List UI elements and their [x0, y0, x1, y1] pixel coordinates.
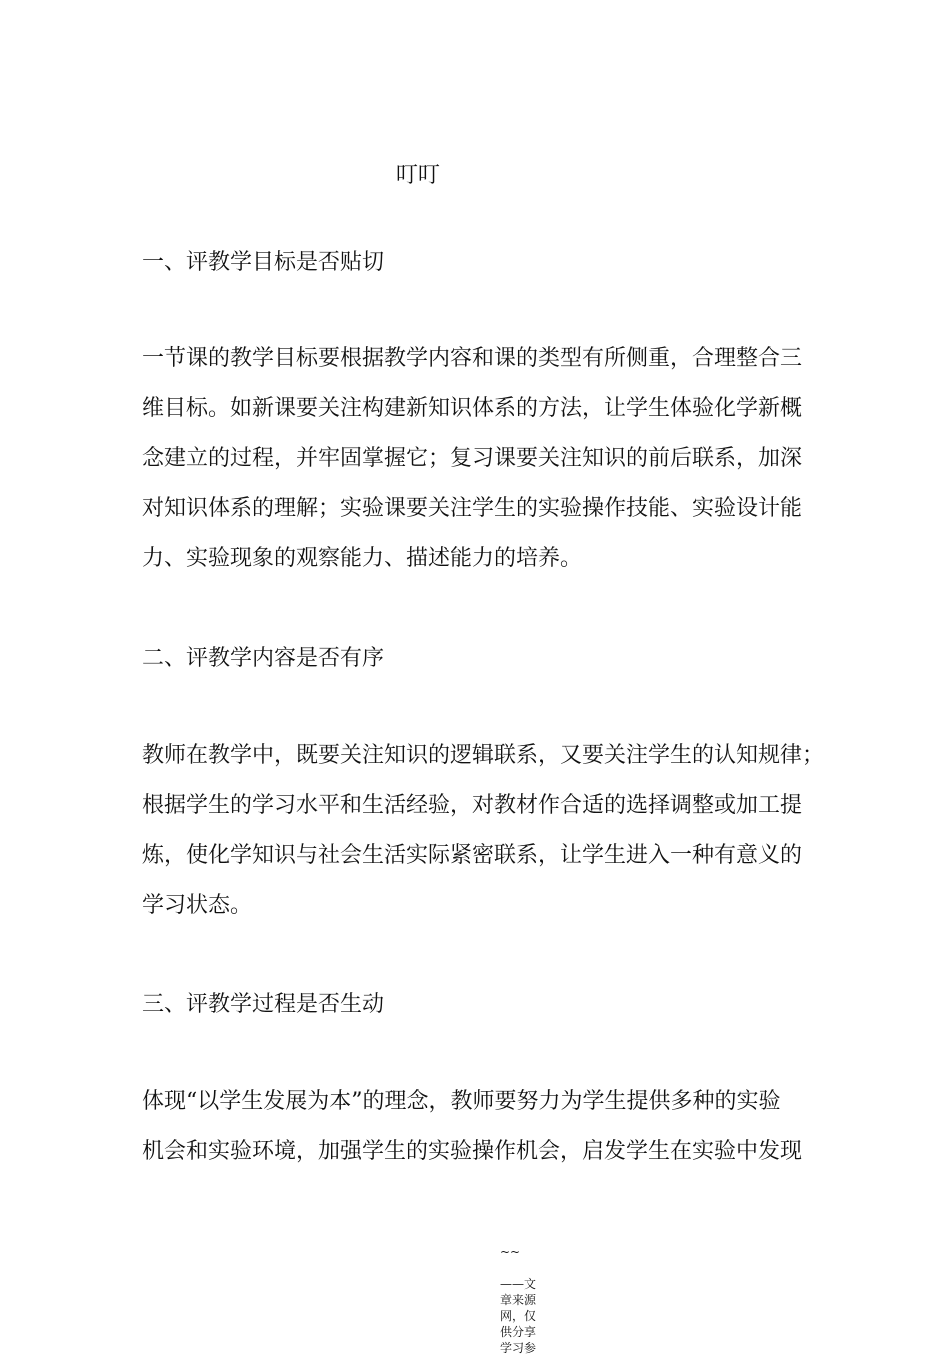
paragraph-line: 学习状态。 [142, 893, 253, 918]
section-3-heading: 三、评教学过程是否生动 [142, 992, 385, 1017]
paragraph-line: 一节课的教学目标要根据教学内容和课的类型有所侧重，合理整合三 [142, 346, 803, 371]
section-2-heading: 二、评教学内容是否有序 [142, 646, 385, 671]
paragraph-line: 对知识体系的理解；实验课要关注学生的实验操作技能、实验设计能 [142, 496, 803, 521]
section-3-body [142, 1077, 842, 1177]
paragraph-line: 力、实验现象的观察能力、描述能力的培养。 [142, 546, 583, 571]
page-title: 叮叮 [395, 163, 440, 188]
paragraph-line: 体现“以学生发展为本”的理念，教师要努力为学生提供多种的实验 [142, 1089, 781, 1114]
paragraph-line: 根据学生的学习水平和生活经验，对教材作合适的选择调整或加工提 [142, 793, 803, 818]
paragraph-line: 机会和实验环境，加强学生的实验操作机会，启发学生在实验中发现 [142, 1139, 803, 1164]
section-1-body [142, 334, 842, 584]
paragraph-line: 维目标。如新课要关注构建新知识体系的方法，让学生体验化学新概 [142, 396, 803, 421]
page-header [0, 158, 950, 189]
paragraph-line: 教师在教学中，既要关注知识的逻辑联系，又要关注学生的认知规律； [142, 743, 825, 768]
paragraph-line: 念建立的过程，并牢固掌握它；复习课要关注知识的前后联系，加深 [142, 446, 803, 471]
paragraph-line: 炼，使化学知识与社会生活实际紧密联系，让学生进入一种有意义的 [142, 843, 803, 868]
section-2-body [142, 731, 842, 931]
footer-source-note: ——文章来源网，仅供分享学习参 [500, 1277, 537, 1355]
section-1-heading: 一、评教学目标是否贴切 [142, 250, 385, 275]
footer-mark: ~~ [500, 1245, 521, 1259]
